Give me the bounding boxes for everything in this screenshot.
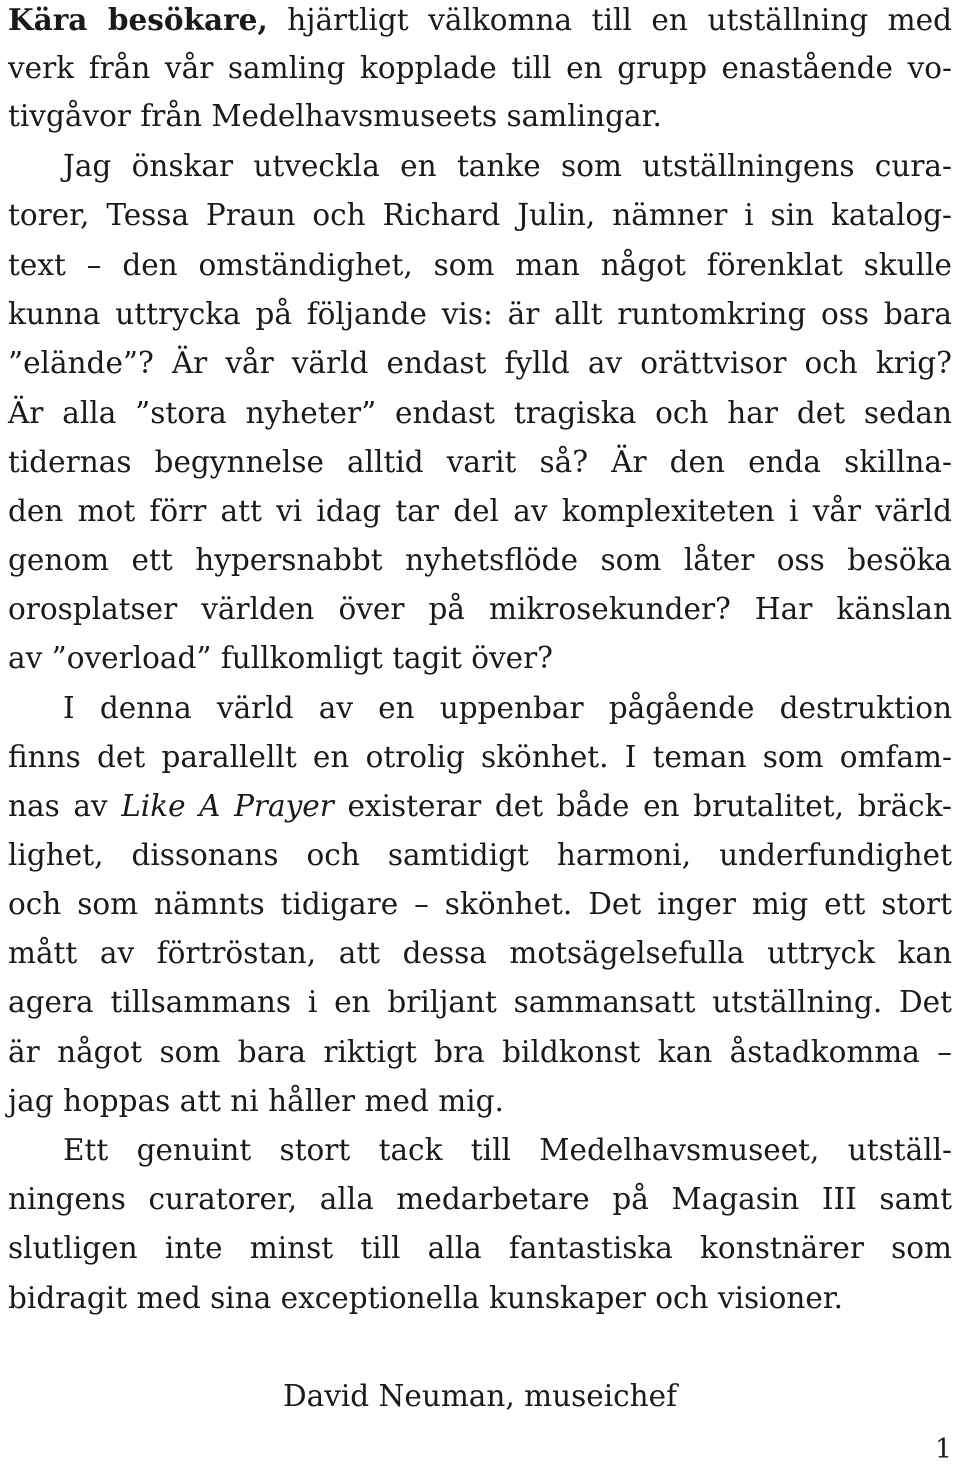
text-line: finns det parallellt en otrolig skönhet. I teman som omfam- [8,740,952,774]
text-line: agera tillsammans i en briljant sammansatt utställning. Det [8,985,952,1019]
text-line: Kära besökare, hjärtligt välkomna till en utställning med [8,2,952,37]
text-line: orosplatser världen över på mikrosekunder? Har känslan [8,592,952,626]
text-line: slutligen inte minst till alla fantastiska konstnärer som [8,1231,952,1265]
text-line: nas av Like A Prayer existerar det både en brutalitet, bräck- [8,789,953,823]
signature: David Neuman, museichef [282,1379,678,1413]
text-line: den mot förr att vi idag tar del av komplexiteten i vår värld [8,494,952,528]
text-line: tidernas begynnelse alltid varit så? Är den enda skillna- [8,445,952,479]
text-line: torer, Tessa Praun och Richard Julin, nämner i sin katalog- [8,198,952,232]
greeting: Kära besökare, [8,2,268,37]
text-line: verk från vår samling kopplade till en grupp enastående vo- [8,51,952,85]
text-line: I denna värld av en uppenbar pågående destruktion [63,691,952,725]
text-line: ”elände”? Är vår värld endast fylld av orättvisor och krig? [8,346,952,380]
text-line: kunna uttrycka på följande vis: är allt runtomkring oss bara [8,297,952,331]
text-line: lighet, dissonans och samtidigt harmoni, underfundighet [8,838,952,872]
text-line: av ”overload” fullkomligt tagit över? [8,641,554,675]
text-line: Ett genuint stort tack till Medelhavsmuseet, utställ- [63,1133,952,1167]
text-line: är något som bara riktigt bra bildkonst kan åstadkomma – [8,1035,952,1069]
text-line: mått av förtröstan, att dessa motsägelsefulla uttryck kan [8,936,952,970]
exhibition-title: Like A Prayer [121,789,334,823]
page-number: 1 [934,1434,952,1465]
text-line: jag hoppas att ni håller med mig. [8,1084,504,1118]
text-line: tivgåvor från Medelhavsmuseets samlingar. [8,99,662,133]
text-line: bidragit med sina exceptionella kunskaper och visioner. [8,1281,844,1315]
text-line: text – den omständighet, som man något förenklat skulle [8,248,952,282]
text-line: genom ett hypersnabbt nyhetsflöde som låter oss besöka [8,543,952,577]
text-line: Jag önskar utveckla en tanke som utställningens cura- [63,149,952,183]
text-line: och som nämnts tidigare – skönhet. Det inger mig ett stort [8,887,952,921]
text-line: ningens curatorer, alla medarbetare på Magasin III samt [8,1182,952,1216]
text-line: Är alla ”stora nyheter” endast tragiska och har det sedan [8,396,952,430]
